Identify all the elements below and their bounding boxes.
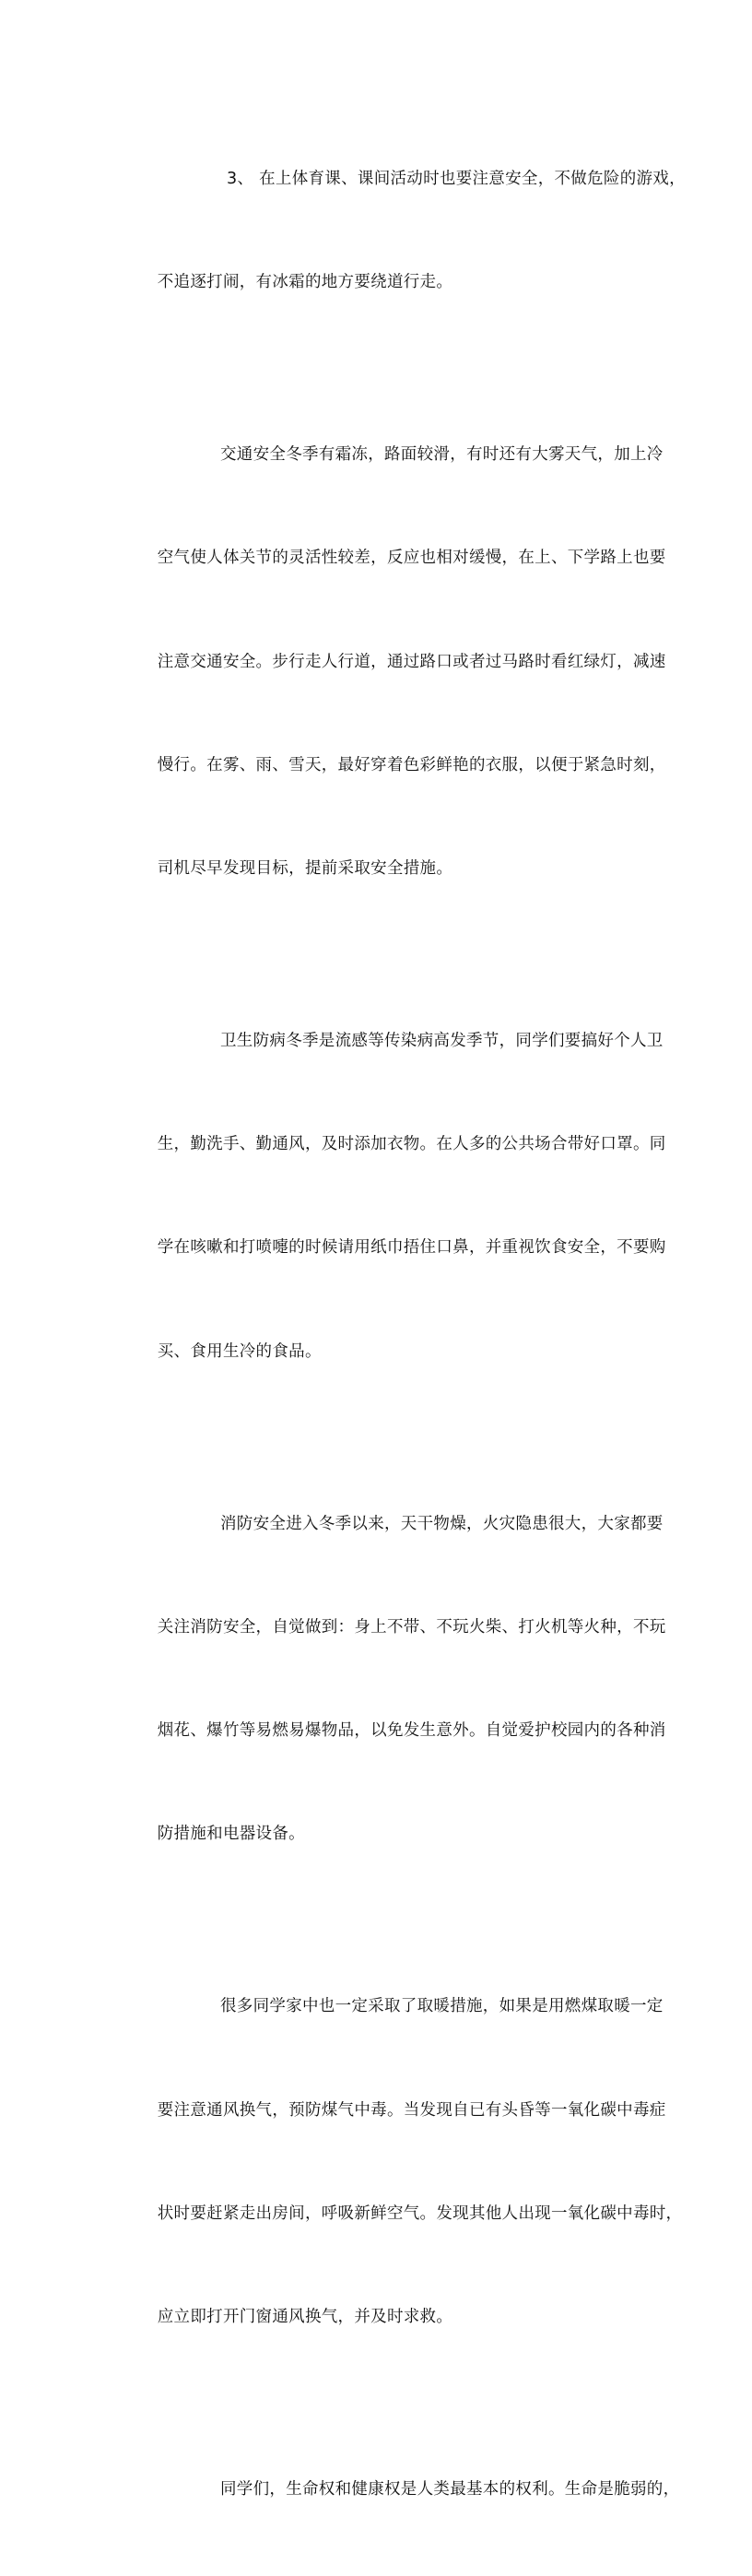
paragraph-fire-safety <box>111 1438 666 1921</box>
text-line: 司机尽早发现目标，提前采取安全措施。 <box>157 858 453 878</box>
text-line: 很多同学家中也一定采取了取暖措施，如果是用燃煤取暖一定 <box>220 1997 664 2016</box>
text-line: 3、 在上体育课、课间活动时也要注意安全，不做危险的游戏， <box>227 169 686 188</box>
text-line: 慢行。在雾、雨、雪天，最好穿着色彩鲜艳的衣服，以便于紧急时刻， <box>157 755 666 774</box>
paragraph-traffic-safety <box>111 369 666 955</box>
text-line: 生，勤洗手、勤通风，及时添加衣物。在人多的公共场合带好口罩。同 <box>157 1135 666 1154</box>
text-line: 交通安全冬季有霜冻，路面较滑，有时还有大雾天气，加上冷 <box>220 445 664 465</box>
text-line: 要注意通风换气，预防煤气中毒。当发现自已有头昏等一氧化碳中毒症 <box>157 2100 666 2120</box>
text-line: 同学们，生命权和健康权是人类最基本的权利。生命是脆弱的， <box>220 2480 680 2499</box>
text-line: 学在咳嗽和打喷嚏的时候请用纸巾捂住口鼻，并重视饮食安全，不要购 <box>157 1238 666 1258</box>
text-line: 防措施和电器设备。 <box>157 1825 305 1844</box>
paragraph-school-activity-safety <box>111 93 686 369</box>
paragraph-closing <box>111 2404 680 2576</box>
text-line: 消防安全进入冬季以来，天干物燥，火灾隐患很大，大家都要 <box>220 1514 664 1533</box>
text-line: 关注消防安全，自觉做到：身上不带、不玩火柴、打火机等火种，不玩 <box>157 1617 666 1637</box>
text-line: 应立即打开门窗通风换气，并及时求救。 <box>157 2308 453 2326</box>
paragraph-heating-safety <box>111 1921 683 2405</box>
body-text <box>111 93 686 2576</box>
text-line: 烟花、爆竹等易燃易爆物品，以免发生意外。自觉爱护校园内的各种消 <box>157 1721 666 1741</box>
text-line: 空气使人体关节的灵活性较差，反应也相对缓慢，在上、下学路上也要 <box>157 549 666 568</box>
text-line: 卫生防病冬季是流感等传染病高发季节，同学们要搞好个人卫 <box>220 1031 664 1050</box>
text-line: 注意交通安全。步行走人行道，通过路口或者过马路时看红绿灯，减速 <box>157 652 666 671</box>
text-line: 状时要赶紧走出房间，呼吸新鲜空气。发现其他人出现一氧化碳中毒时， <box>157 2204 683 2223</box>
paragraph-hygiene-disease-prevention <box>111 955 666 1438</box>
text-line: 不追逐打闹，有冰霜的地方要绕道行走。 <box>157 273 453 292</box>
text-line: 买、食用生冷的食品。 <box>157 1341 322 1361</box>
